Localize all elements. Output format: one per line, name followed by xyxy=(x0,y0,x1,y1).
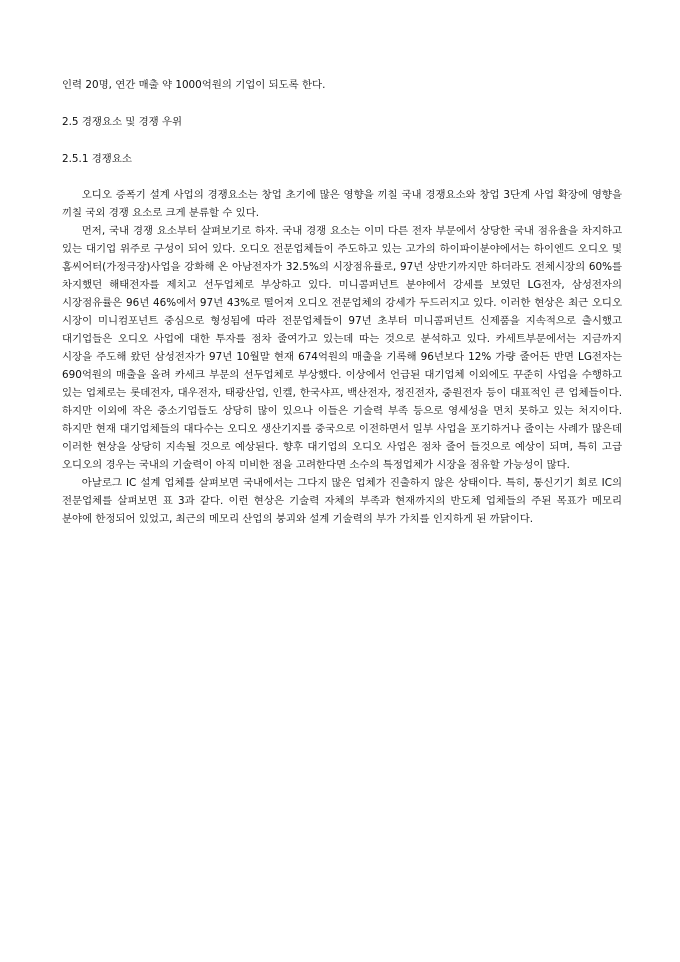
document-page xyxy=(62,76,622,528)
section-heading: 2.5 경쟁요소 및 경쟁 우위 xyxy=(62,116,183,128)
intro-line: 인력 20명, 연간 매출 약 1000억원의 기업이 되도록 한다. xyxy=(62,79,326,91)
subsection-heading: 2.5.1 경쟁요소 xyxy=(62,153,132,165)
paragraph-competition-factors: 오디오 증폭기 설계 사업의 경쟁요소는 창업 초기에 많은 영향을 끼칠 국내 경쟁요소와 창업 3단계 사업 확장에 영향을 끼칠 국외 경쟁 요소로 크게 분류할 수 있다. xyxy=(62,189,622,219)
paragraph-domestic-competition: 먼저, 국내 경쟁 요소부터 살펴보기로 하자. 국내 경쟁 요소는 이미 다른 전자 부문에서 상당한 국내 점유율을 차지하고 있는 대기업 위주로 구성이 되어 있다. 오디오 전문업체들이 주도하고 있는 고가의 하이파이분야에서는 하이엔드 오디오 및 홈씨어터(가정극장)사업을 강화해 온 아남전자가 32.5%의 시장점유률로, 97년 상반기까지만 하더라도 전체시장의 60%를 차지했던 해태전자를 제치고 선두업체로 부상하고 있다. 미니콤퍼넌트 분야에서 강세를 보였던 LG전자, 삼성전자의 시장점유률은 96년 46%에서 97년 43%로 떨어져 오디오 전문업체의 강세가 두드러지고 있다. 이러한 현상은 최근 오디오 시장이 미니컴포넌트 중심으로 형성됨에 따라 전문업체들이 97년 초부터 미니콤퍼넌트 신제품을 지속적으로 출시했고 대기업들은 오디오 사업에 대한 투자를 점차 줄여가고 있는데 따는 것으로 분석하고 있다. 카세트부문에서는 지금까지 시장을 주도해 왔던 삼성전자가 97년 10월말 현재 674억원의 매출을 기록해 96년보다 12% 가량 줄어든 반면 LG전자는 690억원의 매출을 올려 카세크 부문의 선두업체로 부상했다. 이상에서 언급된 대기업체 이외에도 꾸준히 사업을 수행하고 있는 업체로는 롯데전자, 대우전자, 태광산업, 인켈, 한국샤프, 백산전자, 정진전자, 중원전자 등이 대표적인 큰 업체들이다. 하지만 이외에 작은 중소기업들도 상당히 많이 있으나 이들은 기술력 부족 등으로 영세성을 면치 못하고 있는 처지이다. 하지만 현재 대기업체들의 대다수는 오디오 생산기지를 중국으로 이전하면서 일부 사업을 포기하거나 줄이는 사례가 많은데 이러한 현상을 상당히 지속될 것으로 예상된다. 향후 대기업의 오디오 사업은 점차 줄어 들것으로 예상이 되며, 특히 고급 오디오의 경우는 국내의 기술력이 아직 미비한 점을 고려한다면 소수의 특정업체가 시장을 점유할 가능성이 많다. xyxy=(62,225,622,471)
paragraph-analog-ic: 아날로그 IC 설계 업체를 살펴보면 국내에서는 그다지 많은 업체가 진출하지 않은 상태이다. 특히, 통신기기 회로 IC의 전문업체를 살펴보면 표 3과 같다. 이런 현상은 기술력 자체의 부족과 현재까지의 반도체 업체들의 주된 목표가 메모리 분야에 한정되어 있었고, 최근의 메모리 산업의 붕괴와 설계 기술력의 부가 가치를 인지하게 된 까닭이다. xyxy=(62,477,622,525)
